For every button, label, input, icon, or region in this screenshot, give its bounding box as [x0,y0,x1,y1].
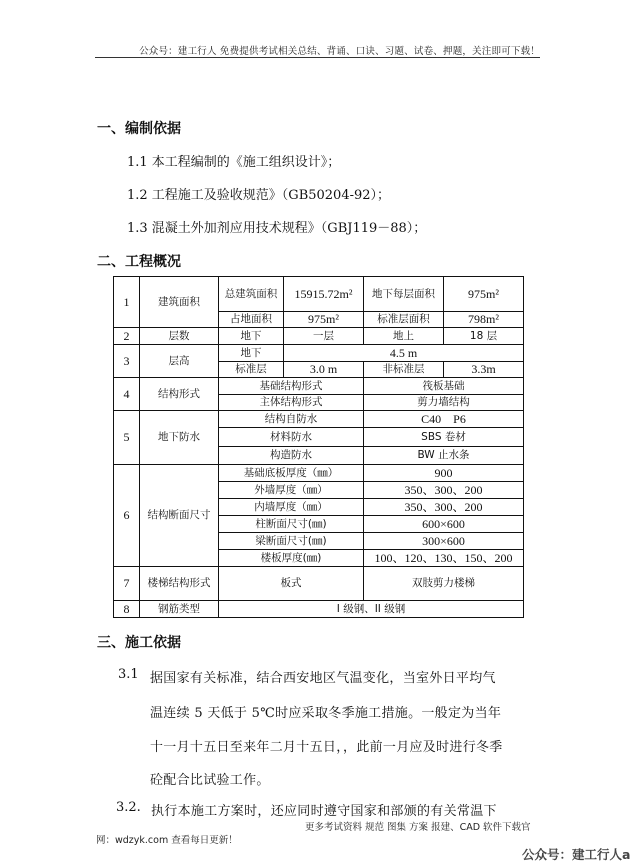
paragraph-3-2-text: 执行本施工方案时，还应同时遵守国家和部颁的有关常温下 [151,804,497,819]
footer-promo-right: 更多考试资料 规范 图集 方案 报建、CAD 软件下载官 [305,822,531,833]
stair-structure-value: 双肢剪力楼梯 [364,567,524,601]
row-6-number: 6 [114,465,140,567]
foundation-type-value: 筏板基础 [364,378,524,395]
row-8-label: 钢筋类型 [140,601,219,618]
section-size-value: 900 [364,465,524,482]
section-title-basis: 一、编制依据 [97,121,181,137]
section-size-value: 600×600 [364,516,524,533]
floors-below-label: 地下 [219,328,284,345]
section-size-value: 100、120、130、150、200 [364,550,524,567]
basement-floor-area-value: 975m² [444,277,524,312]
paragraph-3-1-line: 温连续 5 天低于 5℃时应采取冬季施工措施。一般定为当年 [150,706,502,721]
basis-item-1: 1.1 本工程编制的《施工组织设计》； [127,155,341,170]
rebar-type-value: I 级钢、II 级钢 [219,601,524,618]
paragraph-3-1-line: 十一月十五日至来年二月十五日，，此前一月应及时进行冬季 [150,740,503,755]
section-size-label: 基础底板厚度（㎜） [219,465,364,482]
section-size-label: 外墙厚度（㎜） [219,482,364,499]
row-5-label: 地下防水 [140,411,219,465]
section-size-value: 300×600 [364,533,524,550]
basis-item-2: 1.2 工程施工及验收规范》（GB50204-92）； [127,188,391,203]
section-size-label: 梁断面尺寸(㎜) [219,533,364,550]
stair-type-value: 板式 [219,567,364,601]
basement-floor-area-label: 地下每层面积 [364,277,444,312]
section-title-construction: 三、施工依据 [97,635,181,651]
construct-waterproof-value: BW 止水条 [364,447,524,465]
footer-promo-left: 网：wdzyk.com 查看每日更新！ [96,835,238,846]
section-size-value: 350、300、200 [364,499,524,516]
paragraph-3-1-line: 据国家有关标准，结合西安地区气温变化，当室外日平均气 [150,671,496,686]
height-below-value: 4.5 m [284,345,524,362]
foundation-type-label: 基础结构形式 [219,378,364,395]
row-8-number: 8 [114,601,140,618]
row-1-number: 1 [114,277,140,328]
row-4-label: 结构形式 [140,378,219,411]
construct-waterproof-label: 构造防水 [219,447,364,465]
total-area-value: 15915.72m² [284,277,364,312]
row-2-label: 层数 [140,328,219,345]
footprint-value: 975m² [284,312,364,328]
row-7-number: 7 [114,567,140,601]
header-rule [95,57,540,58]
section-size-value: 350、300、200 [364,482,524,499]
row-5-number: 5 [114,411,140,465]
self-waterproof-value: C40 P6 [364,411,524,428]
height-nonstd-label: 非标准层 [364,362,444,378]
header-note: 公众号：建工行人 免费提供考试相关总结、背诵、口诀、习题、试卷、押题，关注即可下载！ [139,46,540,57]
footprint-label: 占地面积 [219,312,284,328]
height-below-label: 地下 [219,345,284,362]
total-area-label: 总建筑面积 [219,277,284,312]
row-3-label: 层高 [140,345,219,378]
project-overview-table [113,276,524,618]
watermark: 公众号：建工行人a [522,847,631,862]
self-waterproof-label: 结构自防水 [219,411,364,428]
section-title-overview: 二、工程概况 [97,254,181,270]
paragraph-3-1-line: 砼配合比试验工作。 [150,773,270,788]
material-waterproof-value: SBS 卷材 [364,428,524,447]
paragraph-3-2-number: 3.2. [116,800,141,815]
std-floor-area-value: 798m² [444,312,524,328]
row-4-number: 4 [114,378,140,411]
row-7-label: 楼梯结构形式 [140,567,219,601]
height-std-value: 3.0 m [284,362,364,378]
floors-above-label: 地上 [364,328,444,345]
height-nonstd-value: 3.3m [444,362,524,378]
main-structure-label: 主体结构形式 [219,395,364,411]
row-6-label: 结构断面尺寸 [140,465,219,567]
std-floor-area-label: 标准层面积 [364,312,444,328]
section-size-label: 柱断面尺寸(㎜) [219,516,364,533]
row-2-number: 2 [114,328,140,345]
paragraph-3-1-number: 3.1 [118,667,139,682]
basis-item-3: 1.3 混凝土外加剂应用技术规程》（GBJ119－88）； [127,221,427,236]
row-1-label: 建筑面积 [140,277,219,328]
row-3-number: 3 [114,345,140,378]
height-std-label: 标准层 [219,362,284,378]
section-size-label: 楼板厚度(㎜) [219,550,364,567]
floors-below-value: 一层 [284,328,364,345]
material-waterproof-label: 材料防水 [219,428,364,447]
main-structure-value: 剪力墙结构 [364,395,524,411]
floors-above-value: 18 层 [444,328,524,345]
section-size-label: 内墙厚度（㎜） [219,499,364,516]
